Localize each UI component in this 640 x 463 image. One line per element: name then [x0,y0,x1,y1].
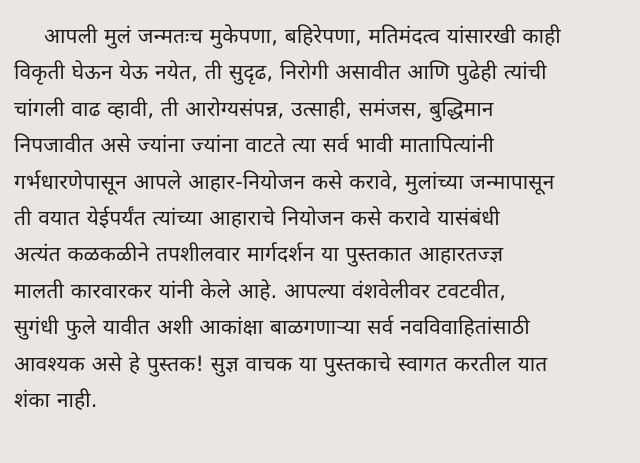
text-line: गर्भधारणेपासून आपले आहार-नियोजन कसे करावे, मुलांच्या जन्मापासून [14,169,555,194]
text-line: अत्यंत कळकळीने तपशीलवार मार्गदर्शन या पुस्तकात आहारतज्ज्ञ [14,242,504,267]
body-paragraph [14,18,626,418]
text-line: ती वयात येईपर्यंत त्यांच्या आहाराचे नियोजन कसे करावे यासंबंधी [14,206,500,231]
text-line: विकृती घेऊन येऊ नयेत, ती सुदृढ, निरोगी असावीत आणि पुढेही त्यांची [14,60,547,85]
text-line: निपजावीत असे ज्यांना ज्यांना वाटते त्या सर्व भावी मातापित्यांनी [14,133,494,158]
text-line: शंका नाही. [14,388,98,413]
text-line: सुगंधी फुले यावीत अशी आकांक्षा बाळगणाऱ्या सर्व नवविवाहितांसाठी [14,315,530,340]
text-line: आवश्यक असे हे पुस्तक! सुज्ञ वाचक या पुस्तकाचे स्वागत करतील यात [14,351,548,376]
text-line: चांगली वाढ व्हावी, ती आरोग्यसंपन्न, उत्साही, समंजस, बुद्धिमान [14,96,494,121]
text-line: मालती कारवारकर यांनी केले आहे. आपल्या वंशवेलीवर टवटवीत, [14,278,506,303]
text-line: आपली मुलं जन्मतःच मुकेपणा, बहिरेपणा, मतिमंदत्व यांसारखी काही [44,24,561,48]
